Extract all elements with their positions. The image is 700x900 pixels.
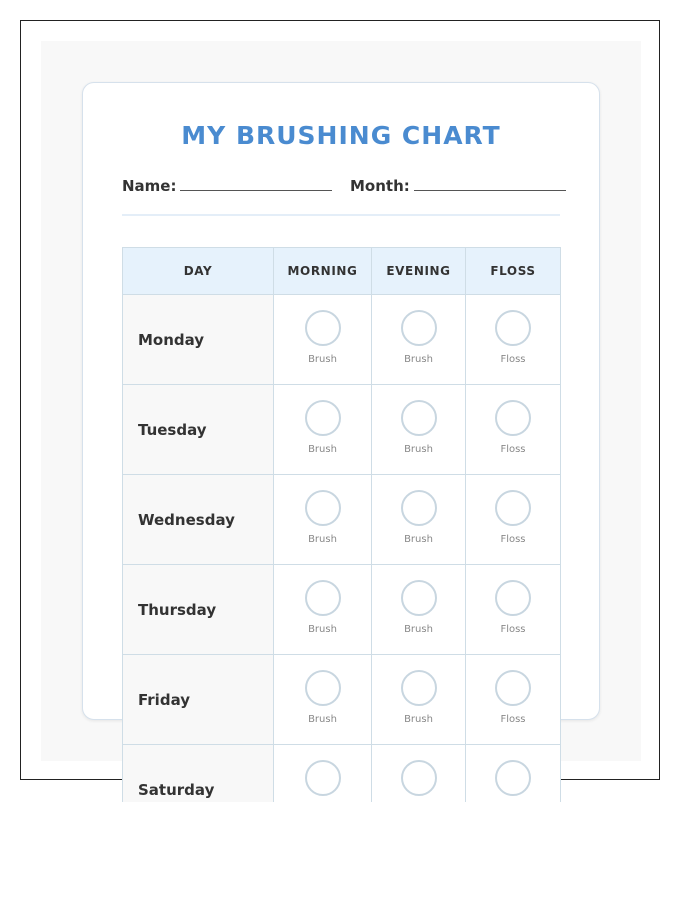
- name-blank-line[interactable]: [180, 176, 332, 191]
- checkbox-circle[interactable]: [305, 580, 341, 616]
- day-label: Saturday: [123, 745, 274, 835]
- morning-cell: [274, 475, 372, 565]
- table-row: [123, 655, 561, 745]
- day-label: Tuesday: [123, 385, 274, 475]
- cell-caption: Brush: [404, 714, 433, 725]
- floss-cell: [466, 385, 561, 475]
- cell-caption: Brush: [308, 354, 337, 365]
- page-bottom-mask: [0, 802, 700, 900]
- floss-cell: [466, 295, 561, 385]
- header-floss: FLOSS: [466, 248, 561, 295]
- checkbox-circle[interactable]: [305, 670, 341, 706]
- brushing-table: [122, 247, 561, 835]
- day-label: Wednesday: [123, 475, 274, 565]
- cell-caption: Floss: [500, 714, 526, 725]
- morning-cell: [274, 295, 372, 385]
- month-field: [350, 176, 566, 195]
- checkbox-circle[interactable]: [495, 310, 531, 346]
- name-field: [122, 176, 332, 195]
- checkbox-circle[interactable]: [401, 400, 437, 436]
- checkbox-circle[interactable]: [305, 310, 341, 346]
- cell-caption: Floss: [500, 624, 526, 635]
- checkbox-circle[interactable]: [401, 310, 437, 346]
- checkbox-circle[interactable]: [305, 490, 341, 526]
- divider: [122, 214, 560, 216]
- info-fields: [122, 176, 560, 198]
- table-row: [123, 475, 561, 565]
- evening-cell: [372, 565, 466, 655]
- checkbox-circle[interactable]: [305, 760, 341, 796]
- evening-cell: [372, 385, 466, 475]
- checkbox-circle[interactable]: [401, 760, 437, 796]
- day-label: Monday: [123, 295, 274, 385]
- table-header-row: [123, 248, 561, 295]
- evening-cell: [372, 655, 466, 745]
- checkbox-circle[interactable]: [495, 760, 531, 796]
- evening-cell: [372, 475, 466, 565]
- table-row: [123, 565, 561, 655]
- header-morning: MORNING: [274, 248, 372, 295]
- name-label: Name:: [122, 177, 177, 195]
- floss-cell: [466, 565, 561, 655]
- morning-cell: [274, 565, 372, 655]
- checkbox-circle[interactable]: [495, 670, 531, 706]
- checkbox-circle[interactable]: [495, 400, 531, 436]
- cell-caption: Brush: [308, 444, 337, 455]
- header-day: DAY: [123, 248, 274, 295]
- day-label: Friday: [123, 655, 274, 745]
- evening-cell: [372, 295, 466, 385]
- checkbox-circle[interactable]: [305, 400, 341, 436]
- cell-caption: Brush: [308, 534, 337, 545]
- checkbox-circle[interactable]: [495, 580, 531, 616]
- cell-caption: Brush: [308, 624, 337, 635]
- cell-caption: Brush: [404, 534, 433, 545]
- cell-caption: Brush: [404, 354, 433, 365]
- cell-caption: Floss: [500, 354, 526, 365]
- chart-title: MY BRUSHING CHART: [181, 121, 501, 150]
- table-row: [123, 385, 561, 475]
- cell-caption: Floss: [500, 444, 526, 455]
- table-row: [123, 295, 561, 385]
- morning-cell: [274, 655, 372, 745]
- cell-caption: Brush: [308, 714, 337, 725]
- floss-cell: [466, 655, 561, 745]
- header-evening: EVENING: [372, 248, 466, 295]
- checkbox-circle[interactable]: [495, 490, 531, 526]
- month-blank-line[interactable]: [414, 176, 566, 191]
- checkbox-circle[interactable]: [401, 490, 437, 526]
- cell-caption: Brush: [404, 444, 433, 455]
- floss-cell: [466, 475, 561, 565]
- cell-caption: Brush: [404, 624, 433, 635]
- cell-caption: Floss: [500, 534, 526, 545]
- checkbox-circle[interactable]: [401, 670, 437, 706]
- morning-cell: [274, 385, 372, 475]
- checkbox-circle[interactable]: [401, 580, 437, 616]
- month-label: Month:: [350, 177, 410, 195]
- day-label: Thursday: [123, 565, 274, 655]
